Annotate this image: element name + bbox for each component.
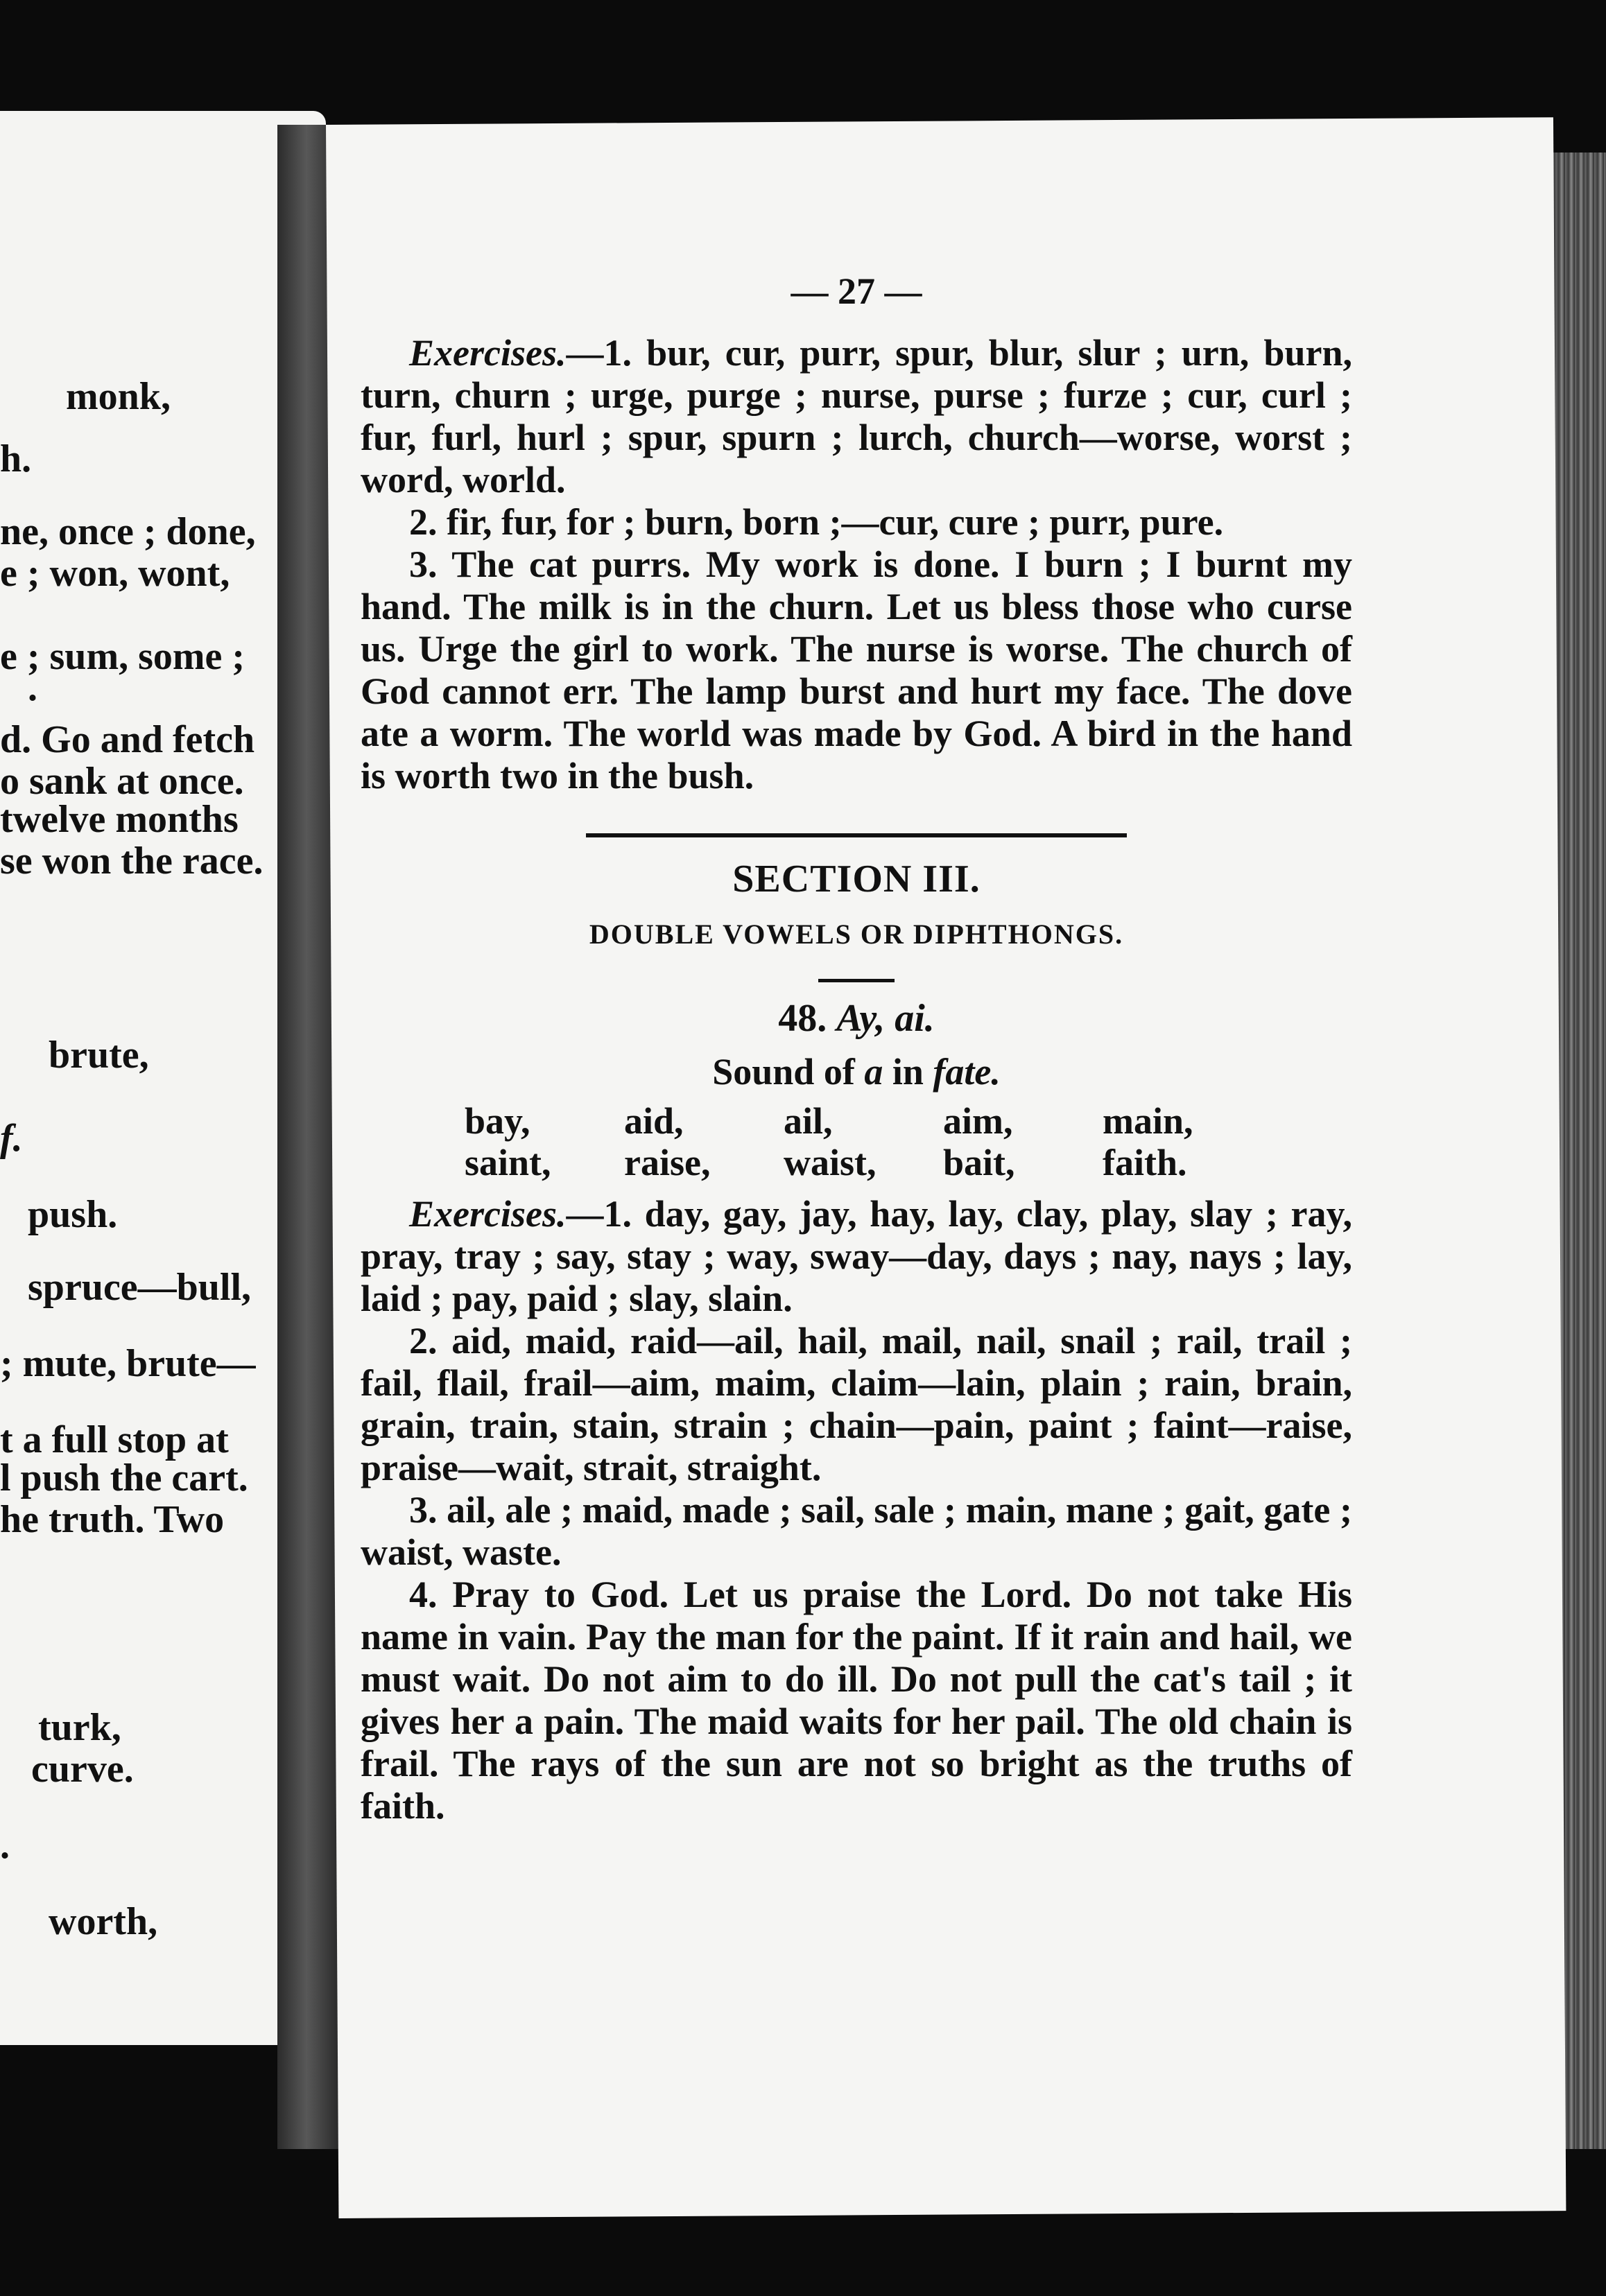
word: bait, <box>943 1142 1015 1183</box>
section-title: SECTION III. <box>732 858 981 901</box>
word: aid, <box>624 1100 684 1142</box>
left-line: . <box>0 1824 10 1867</box>
short-divider <box>818 979 895 982</box>
lesson-number: 48. <box>778 997 827 1040</box>
section-subtitle: DOUBLE VOWELS OR DIPHTHONGS. <box>589 919 1124 950</box>
left-line: ne, once ; done, <box>0 510 256 553</box>
page-number: — 27 — <box>791 270 922 312</box>
word: saint, <box>465 1142 551 1183</box>
exercise-paragraph: 3. ail, ale ; maid, made ; sail, sale ; main, mane ; gait, gate ; waist, waste. <box>361 1489 1352 1573</box>
left-line: he truth. Two <box>0 1498 225 1541</box>
sound-prefix: Sound of <box>712 1051 865 1093</box>
exercise-text: —1. day, gay, jay, hay, lay, clay, play, slay ; ray, pray, tray ; say, stay ; way, sway—day, days ; nay, nays ; lay, laid ; pay, paid ; slay, slain. <box>361 1193 1352 1319</box>
word: bay, <box>465 1100 530 1142</box>
left-line: d. Go and fetch <box>0 718 255 761</box>
left-line: . <box>28 666 37 709</box>
page-content <box>361 270 1352 1827</box>
word: faith. <box>1103 1142 1187 1183</box>
word: main, <box>1103 1100 1193 1142</box>
exercise-paragraph: 4. Pray to God. Let us praise the Lord. Do not take His name in vain. Pay the man for the paint. If it rain and hail, we must wait. Do not aim to do ill. Do not pull the cat's tail ; it gives her a pain. The maid waits for her pail. The old chain is frail. The rays of the sun are not so bright as the truths of faith. <box>361 1574 1352 1827</box>
word: waist, <box>784 1142 877 1183</box>
left-line: twelve months <box>0 798 239 841</box>
word: ail, <box>784 1100 833 1142</box>
left-line: push. <box>28 1193 118 1236</box>
exercises-label: Exercises. <box>409 332 567 374</box>
exercises-label: Exercises. <box>409 1193 567 1235</box>
sound-word: fate. <box>933 1051 1001 1093</box>
left-line: l push the cart. <box>0 1456 248 1499</box>
left-line: e ; won, wont, <box>0 552 230 595</box>
left-line: h. <box>0 437 32 480</box>
left-line: brute, <box>49 1034 149 1077</box>
lesson-title: Ay, ai. <box>836 997 935 1040</box>
word: aim, <box>943 1100 1013 1142</box>
left-line: e ; sum, some ; <box>0 635 245 678</box>
sound-letter: a <box>864 1051 883 1093</box>
left-line: se won the race. <box>0 840 264 882</box>
word: raise, <box>624 1142 711 1183</box>
left-line: worth, <box>49 1900 158 1943</box>
exercise-paragraph <box>361 332 1352 501</box>
exercise-text: —1. bur, cur, purr, spur, blur, slur ; urn, burn, turn, churn ; urge, purge ; nurse, purse ; furze ; cur, curl ; fur, furl, hurl ; spur, spurn ; lurch, church—worse, worst ; word, world. <box>361 332 1352 501</box>
left-line: curve. <box>31 1748 134 1791</box>
left-line: t a full stop at <box>0 1418 229 1461</box>
left-line: ; mute, brute— <box>0 1342 256 1385</box>
left-line: turk, <box>38 1706 121 1749</box>
left-line: o sank at once. <box>0 760 244 803</box>
exercise-paragraph: 2. aid, maid, raid—ail, hail, mail, nail, snail ; rail, trail ; fail, flail, frail—aim, maim, claim—lain, plain ; rain, brain, grain, train, stain, strain ; chain—pain, paint ; faint—raise, praise—wait, strait, straight. <box>361 1320 1352 1488</box>
exercise-paragraph: 2. fir, fur, for ; burn, born ;—cur, cure ; purr, pure. <box>409 501 1224 543</box>
exercise-paragraph: 3. The cat purrs. My work is done. I burn ; I burnt my hand. The milk is in the churn. Let us bless those who curse us. Urge the girl to work. The nurse is worse. The church of God cannot err. The lamp burst and hurt my face. The dove ate a worm. The world was made by God. A bird in the hand is worth two in the bush. <box>361 543 1352 797</box>
sound-line <box>361 1051 1352 1093</box>
left-line: f. <box>0 1117 23 1160</box>
left-line: spruce—bull, <box>28 1266 252 1309</box>
exercise-paragraph <box>361 1193 1352 1320</box>
left-line: monk, <box>66 375 171 418</box>
lesson-heading <box>361 998 1352 1040</box>
section-divider <box>586 833 1127 837</box>
sound-middle: in <box>883 1051 933 1093</box>
word-list <box>361 1100 1352 1183</box>
